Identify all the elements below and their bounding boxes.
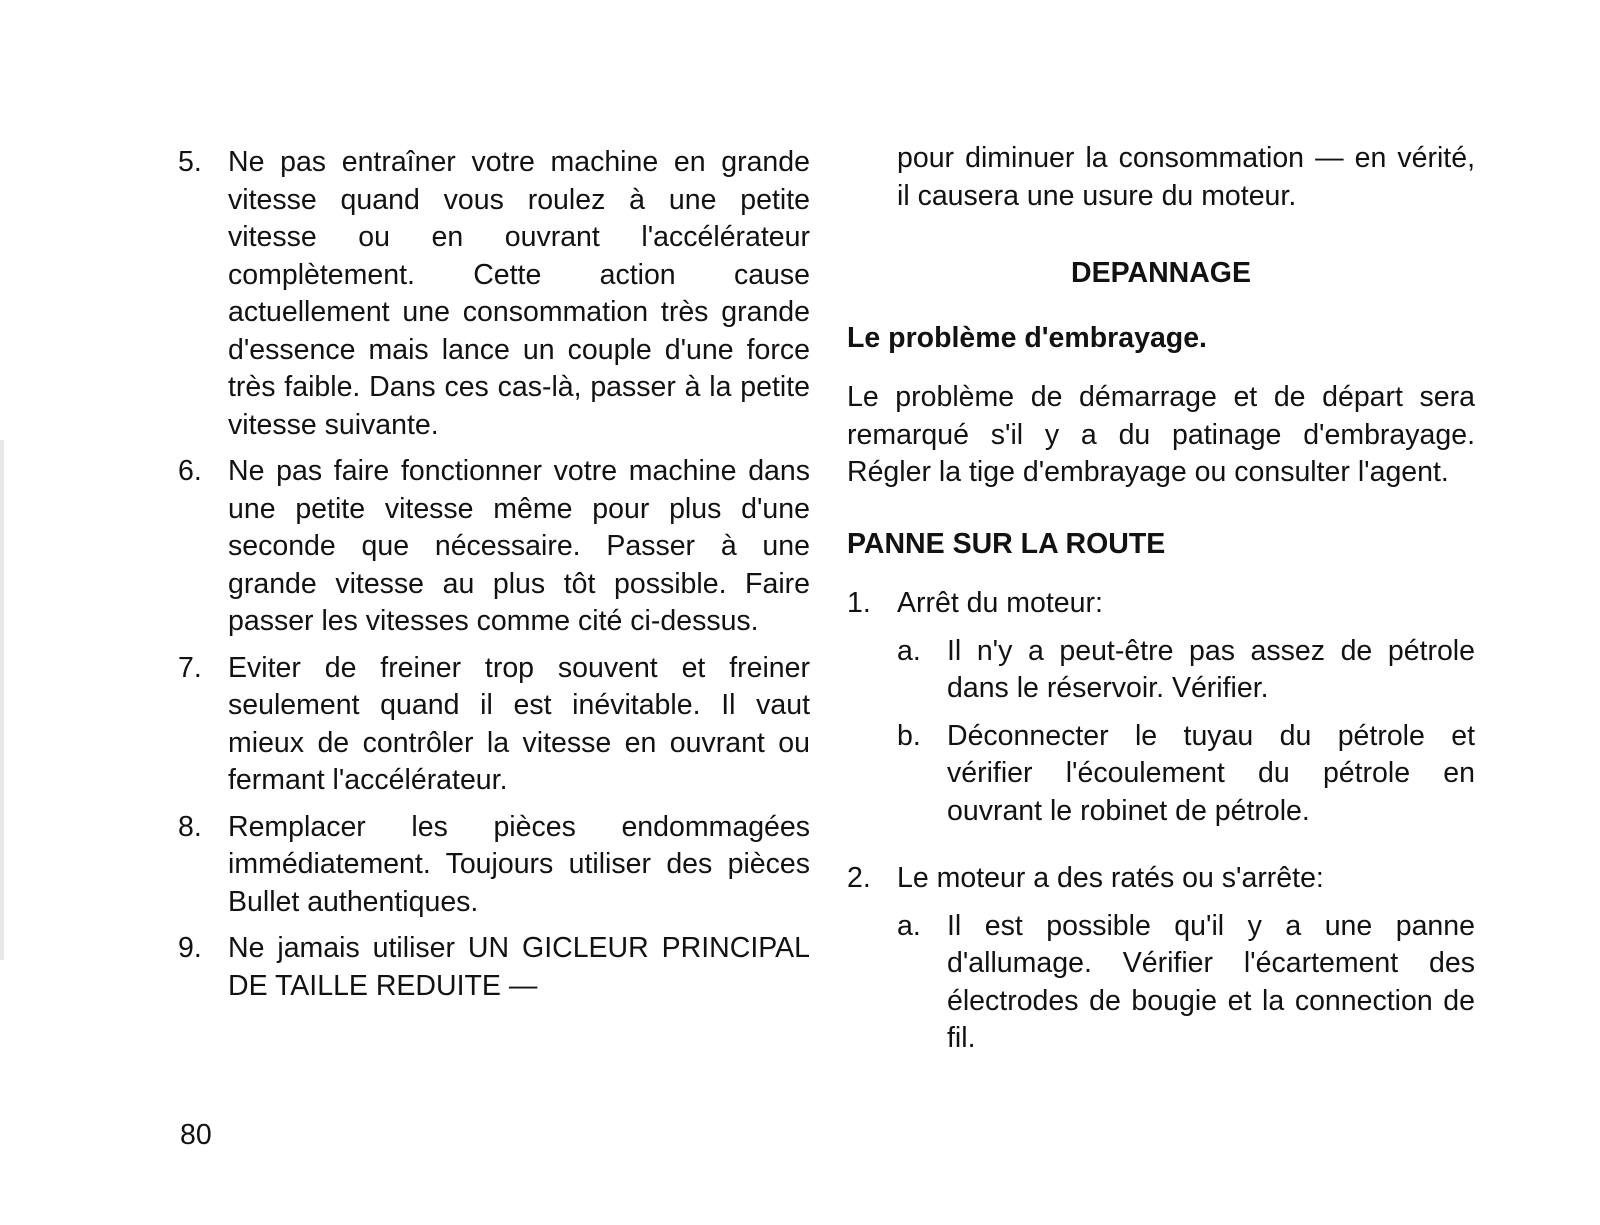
item-label: Le moteur a des ratés ou s'arrête: — [897, 862, 1324, 894]
page-number: 80 — [180, 1119, 212, 1151]
item-label: Arrêt du moteur: — [897, 587, 1103, 619]
sub-item — [847, 908, 1475, 1058]
left-column — [178, 144, 810, 1014]
sub-item-letter: a. — [897, 909, 921, 942]
troubleshoot-item — [847, 585, 1475, 830]
item-number: 8. — [178, 810, 202, 843]
troubleshoot-item — [847, 860, 1475, 1058]
subsection-title: Le problème d'embrayage. — [847, 321, 1207, 354]
item-text: Ne pas faire fonctionner votre machine dans une petite vitesse même pour plus d'une seconde que nécessaire. Passer à une grande vitesse au plus tôt possible. Faire passer les vitesses comme cité ci-dessus. — [228, 455, 810, 637]
item-number: 1. — [847, 587, 871, 619]
sub-item — [847, 718, 1475, 831]
item-text: Remplacer les pièces endommagées immédiatement. Toujours utiliser des pièces Bullet authentiques. — [228, 810, 810, 918]
sub-item — [847, 633, 1475, 708]
list-item — [178, 650, 810, 800]
item-number: 2. — [847, 862, 871, 894]
item-text: Ne jamais utiliser UN GICLEUR PRINCIPAL DE TAILLE REDUITE — — [228, 932, 810, 1002]
sub-item-text: Déconnecter le tuyau du pétrole et vérifier l'écoulement du pétrole en ouvrant le robinet de pétrole. — [947, 719, 1475, 827]
list-item — [178, 144, 810, 444]
item-number: 7. — [178, 651, 202, 684]
item-text: Ne pas entraîner votre machine en grande vitesse quand vous roulez à une petite vitesse ou en ouvrant l'accélérateur complètement. Cette action cause actuellement une consommation très grande d'essence mais lance un couple d'une force très faible. Dans ces cas-là, passer à la petite vitesse suivante. — [228, 146, 810, 441]
sub-item-letter: a. — [897, 634, 921, 667]
item-number: 5. — [178, 146, 202, 178]
continuation-text: pour diminuer la consommation — en vérité, il causera une usure du moteur. — [897, 142, 1475, 212]
list-item — [178, 930, 810, 1005]
sub-item-text: Il est possible qu'il y a une panne d'allumage. Vérifier l'écartement des électrodes de bougie et la connection de fil. — [947, 909, 1475, 1054]
item-text: Eviter de freiner trop souvent et freiner seulement quand il est inévitable. Il vaut mieux de contrôler la vitesse en ouvrant ou fermant l'accélérateur. — [228, 651, 810, 796]
section-title: DEPANNAGE — [1071, 257, 1251, 289]
item-number: 9. — [178, 932, 202, 964]
clutch-paragraph: Le problème de démarrage et de départ sera remarqué s'il y a du patinage d'embrayage. Régler la tige d'embrayage ou consulter l'agent. — [847, 381, 1475, 488]
road-section-title: PANNE SUR LA ROUTE — [847, 527, 1166, 560]
sub-item-letter: b. — [897, 719, 921, 752]
item-number: 6. — [178, 455, 202, 487]
list-item — [178, 809, 810, 922]
sub-item-text: Il n'y a peut-être pas assez de pétrole dans le réservoir. Vérifier. — [947, 634, 1475, 704]
right-column — [847, 140, 1475, 1058]
list-item — [178, 453, 810, 641]
scan-edge-shadow — [0, 440, 4, 960]
